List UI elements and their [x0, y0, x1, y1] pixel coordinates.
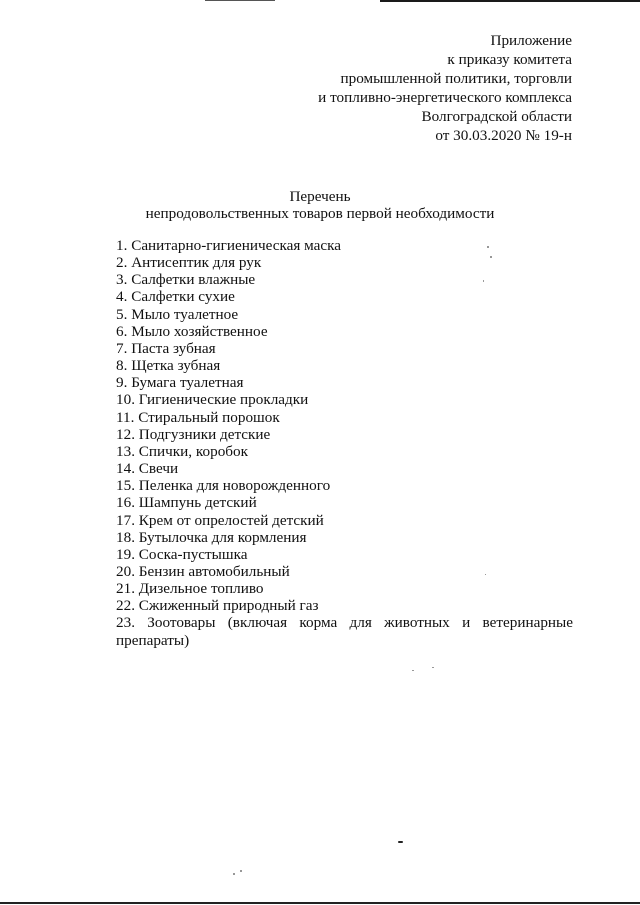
annex-header [318, 31, 572, 145]
list-item: 6. Мыло хозяйственное [116, 322, 268, 340]
annex-line: Приложение [490, 32, 572, 49]
annex-line: и топливно-энергетического комплекса [318, 89, 572, 106]
list-item: 4. Салфетки сухие [116, 288, 235, 306]
scan-edge-line-bottom [0, 902, 640, 904]
scan-speck [412, 670, 414, 671]
document-title [0, 188, 640, 222]
list-item: 13. Спички, коробок [116, 442, 248, 460]
scan-speck [487, 246, 489, 248]
list-item: 17. Крем от опрелостей детский [116, 511, 324, 529]
scan-speck [233, 873, 235, 875]
scan-speck [483, 280, 484, 282]
list-item: 16. Шампунь детский [116, 494, 257, 512]
title-line-2: непродовольственных товаров первой необходимости [145, 205, 495, 222]
annex-line: от 30.03.2020 № 19-н [435, 127, 572, 144]
scan-edge-mark [205, 0, 275, 1]
list-item: 12. Подгузники детские [116, 425, 271, 443]
annex-line: к приказу комитета [447, 51, 572, 68]
list-item: 11. Стиральный порошок [116, 408, 280, 426]
scan-speck [398, 841, 403, 843]
list-item: 2. Антисептик для рук [116, 254, 262, 272]
annex-line: промышленной политики, торговли [340, 70, 572, 87]
list-item: 10. Гигиенические прокладки [116, 391, 309, 409]
list-item: 22. Сжиженный природный газ [116, 597, 319, 615]
list-item: 8. Щетка зубная [116, 357, 221, 375]
scan-speck [490, 256, 492, 258]
list-item: 18. Бутылочка для кормления [116, 528, 307, 546]
list-item: 21. Дизельное топливо [116, 580, 264, 598]
list-item: 14. Свечи [116, 460, 179, 478]
list-item: 5. Мыло туалетное [116, 305, 239, 323]
annex-line: Волгоградской области [421, 108, 572, 125]
list-item: 23. Зоотовары (включая корма для животных и ветеринарные препараты) [116, 614, 573, 649]
list-item: 7. Паста зубная [116, 339, 216, 357]
list-item: 15. Пеленка для новорожденного [116, 477, 331, 495]
list-item: 3. Салфетки влажные [116, 271, 256, 289]
scan-speck [485, 574, 486, 575]
list-item: 19. Соска-пустышка [116, 545, 248, 563]
scan-edge-line [380, 0, 640, 2]
list-item: 1. Санитарно-гигиеническая маска [116, 237, 342, 254]
list-item: 20. Бензин автомобильный [116, 562, 290, 580]
list-item: 9. Бумага туалетная [116, 374, 244, 392]
scan-speck [240, 870, 242, 872]
title-line-1: Перечень [289, 188, 351, 205]
scan-speck [432, 667, 434, 668]
goods-list [116, 237, 573, 649]
